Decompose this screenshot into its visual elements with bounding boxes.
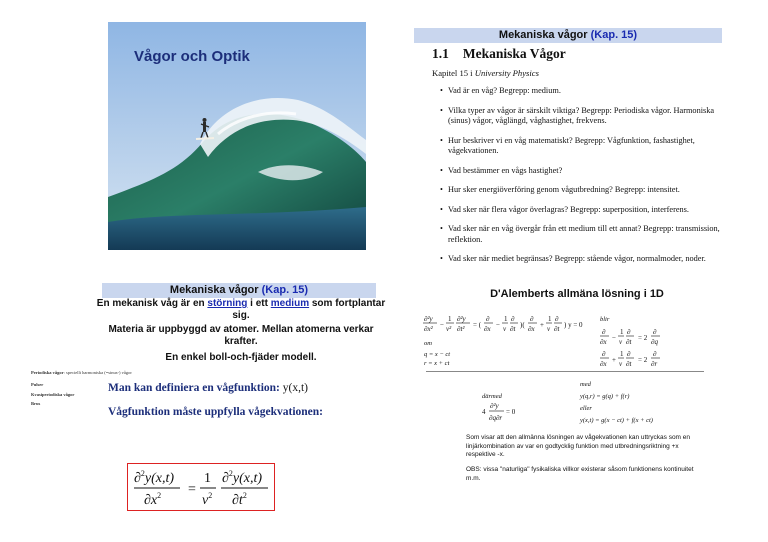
svg-text:∂²y: ∂²y <box>457 315 466 323</box>
wave-type-noise <box>31 401 40 406</box>
svg-text:∂: ∂ <box>602 350 606 358</box>
svg-text:= 0: = 0 <box>506 408 516 416</box>
svg-text:−: − <box>496 321 500 329</box>
svg-text:∂x²: ∂x² <box>424 325 433 333</box>
list-item <box>440 254 730 265</box>
svg-text:∂x: ∂x <box>600 338 607 346</box>
svg-text:∂: ∂ <box>653 328 657 336</box>
svg-text:v2: $v^2$ <box>202 491 213 508</box>
bullet-icon: • <box>440 254 443 263</box>
slide2-header-bar <box>414 28 722 43</box>
dalembert-derivation <box>420 308 720 488</box>
continuity-note: OBS: vissa "naturliga" fysikaliska villkor existerar såsom funktionens kontinuitet m.m. <box>466 466 694 482</box>
chapter-reference-text: Kapitel 15 i <box>432 68 475 78</box>
wave-definition <box>66 298 416 322</box>
divider <box>426 371 704 372</box>
term-medium: medium <box>270 298 310 309</box>
section-heading <box>432 46 566 62</box>
topic-list <box>440 86 730 274</box>
svg-text:+: + <box>612 356 616 364</box>
svg-text:= (: = ( <box>473 321 482 329</box>
svg-text:∂2y(x,t): ∂$^2$y(x,t) <box>134 469 175 486</box>
slide4-title: D'Alemberts allmäna lösning i 1D <box>490 288 664 300</box>
definition-text: som fortplantar <box>309 298 386 309</box>
definition-text: En mekanisk våg är en <box>96 298 208 309</box>
svg-text:∂2y(x,t): ∂$^2$y(x,t) <box>222 469 263 486</box>
wave-equation-formula <box>128 464 274 510</box>
svg-text:∂²y: ∂²y <box>490 402 499 410</box>
chapter-reference <box>432 68 539 78</box>
svg-text:) y = 0: ) y = 0 <box>564 321 583 329</box>
wave-type-label: Pulser <box>31 382 44 387</box>
svg-text:−: − <box>440 321 444 329</box>
svg-text:1: 1 <box>620 350 624 358</box>
list-item <box>440 136 730 157</box>
book-title: University Physics <box>474 68 539 78</box>
svg-text:∂: ∂ <box>627 350 631 358</box>
list-item-text: Vad sker när flera vågor överlagras? Begrepp: superposition, interferens. <box>448 204 689 214</box>
svg-text:∂x: ∂x <box>484 325 491 333</box>
slide3-header-bar <box>102 283 376 298</box>
svg-text:∂x: ∂x <box>528 325 535 333</box>
svg-text:∂: ∂ <box>627 328 631 336</box>
wave-type-note: : speciellt harmoniska (=sinus-) vågor <box>63 370 132 375</box>
label-darmed: därmed <box>482 393 502 400</box>
svg-text:1: 1 <box>504 315 508 323</box>
general-solution-qr: y(q,r) = g(q) + f(r) <box>580 393 630 400</box>
list-item-text: Hur sker energiöverföring genom vågutbredning? Begrepp: intensitet. <box>448 185 680 194</box>
svg-text:∂t: ∂t <box>510 325 516 333</box>
wave-type-periodic <box>31 370 132 375</box>
svg-text:v: v <box>503 325 507 333</box>
label-om: om <box>424 340 432 347</box>
wave-equation-box <box>127 463 275 511</box>
statement-text: Man kan definiera en vågfunktion: <box>108 382 283 394</box>
label-eller: eller <box>580 405 592 412</box>
svg-text:∂x2: $\partial x^2$ <box>144 491 162 508</box>
svg-text:∂t: ∂t <box>554 325 560 333</box>
mixed-derivative-equation <box>482 402 516 422</box>
svg-text:∂: ∂ <box>511 315 515 323</box>
list-item-text: Vad sker när mediet begränsas? Begrepp: stående vågor, normalmoder, noder. <box>448 254 706 263</box>
svg-text:= 2: = 2 <box>638 356 648 364</box>
svg-text:)(: )( <box>520 321 525 329</box>
svg-text:v: v <box>619 338 623 346</box>
svg-text:4: 4 <box>482 408 486 416</box>
header-title: Mekaniska vågor <box>169 284 259 296</box>
label-med: med <box>580 381 591 388</box>
header-chapter: (Kap. 15) <box>261 284 309 296</box>
svg-text:∂x: ∂x <box>600 360 607 368</box>
wave-equation-operator-form <box>423 315 583 333</box>
operator-identities <box>600 328 660 368</box>
svg-text:∂r: ∂r <box>651 360 658 368</box>
bullet-icon: • <box>440 105 443 115</box>
svg-text:1: 1 <box>448 315 452 323</box>
svg-text:1: 1 <box>620 328 624 336</box>
list-item <box>440 166 730 177</box>
list-item <box>440 86 730 97</box>
svg-text:=: = <box>188 482 196 497</box>
list-item-text: Vad är en våg? Begrepp: medium. <box>448 86 561 95</box>
list-item <box>440 205 730 216</box>
svg-text:∂t: ∂t <box>626 360 632 368</box>
svg-text:= 2: = 2 <box>638 334 648 342</box>
svg-text:∂: ∂ <box>602 328 606 336</box>
header-chapter: (Kap. 15) <box>590 29 638 41</box>
bullet-icon: • <box>440 86 443 95</box>
wavefunction-statement <box>108 382 308 394</box>
section-number: 1.1 <box>432 46 449 61</box>
svg-text:−: − <box>612 334 616 342</box>
definition-text: i ett <box>247 298 271 309</box>
list-item-text: Vilka typer av vågor är särskilt viktiga? Begrepp: Periodiska vågor. Harmoniska (sinus) vågor, våglängd, våghastighet, frekvens. <box>448 105 715 125</box>
svg-text:v²: v² <box>446 325 452 333</box>
bullet-icon: • <box>440 204 443 214</box>
substitution-q: q = x − ct <box>424 351 451 358</box>
svg-text:∂t²: ∂t² <box>457 325 465 333</box>
svg-text:∂: ∂ <box>486 315 490 323</box>
slide-title: Vågor och Optik <box>134 48 250 65</box>
list-item <box>440 106 730 127</box>
svg-text:∂t2: $\partial t^2$ <box>232 491 247 508</box>
header-title: Mekaniska vågor <box>498 29 588 41</box>
list-item-text: Hur beskriver vi en våg matematiskt? Begrepp: Vågfunktion, fashastighet, vågekvationen. <box>448 135 695 155</box>
list-item <box>440 185 730 196</box>
svg-text:∂: ∂ <box>653 350 657 358</box>
list-item-text: Vad sker när en våg övergår från ett medium till ett annat? Begrepp: transmission, reflektion. <box>448 224 720 244</box>
svg-text:∂t: ∂t <box>626 338 632 346</box>
section-title: Mekaniska Vågor <box>462 46 566 61</box>
list-item-text: Vad bestämmer en vågs hastighet? <box>448 165 563 175</box>
svg-text:+: + <box>540 321 544 329</box>
svg-text:∂q∂r: ∂q∂r <box>489 414 503 422</box>
solution-explanation: Som visar att den allmänna lösningen av vågekvationen kan uttryckas som en linjärkombination av var en godtycklig funktion med utbredningsriktning +x respektive -x. <box>466 434 691 458</box>
statement-text: Materia är uppbyggd av atomer. Mellan atomerna verkar <box>108 324 374 335</box>
svg-text:v: v <box>619 360 623 368</box>
substitution-r: r = x + ct <box>424 360 450 367</box>
svg-text:∂²y: ∂²y <box>424 315 433 323</box>
bullet-icon: • <box>440 224 443 233</box>
svg-text:∂q: ∂q <box>651 338 658 346</box>
svg-text:1: 1 <box>548 315 552 323</box>
bullet-icon: • <box>440 165 443 175</box>
bullet-icon: • <box>440 185 443 194</box>
svg-text:1: 1 <box>204 471 211 486</box>
list-item <box>440 224 730 245</box>
wave-type-pulses <box>31 382 43 387</box>
statement-text: krafter. <box>224 336 258 347</box>
wave-type-label: Periodiska vågor <box>31 370 64 375</box>
svg-text:∂: ∂ <box>530 315 534 323</box>
svg-text:v: v <box>547 325 551 333</box>
wave-equation-statement: Vågfunktion måste uppfylla vågekvationen: <box>108 406 324 418</box>
wavefunction-symbol: y(x,t) <box>282 382 308 394</box>
matter-statement <box>66 324 416 348</box>
wave-type-label: Brus <box>31 401 41 406</box>
wave-type-quasiperiodic <box>31 392 74 397</box>
wave-type-label: Kvasiperiodiska vågor <box>31 392 75 397</box>
svg-text:∂: ∂ <box>555 315 559 323</box>
term-disturbance: störning <box>207 298 248 309</box>
bullet-icon: • <box>440 135 443 145</box>
definition-text: sig. <box>232 310 250 321</box>
general-solution-xt: y(x,t) = g(x − ct) + f(x + ct) <box>580 417 653 424</box>
label-blir: blir <box>600 316 610 323</box>
model-statement: En enkel boll-och-fjäder modell. <box>165 352 317 363</box>
